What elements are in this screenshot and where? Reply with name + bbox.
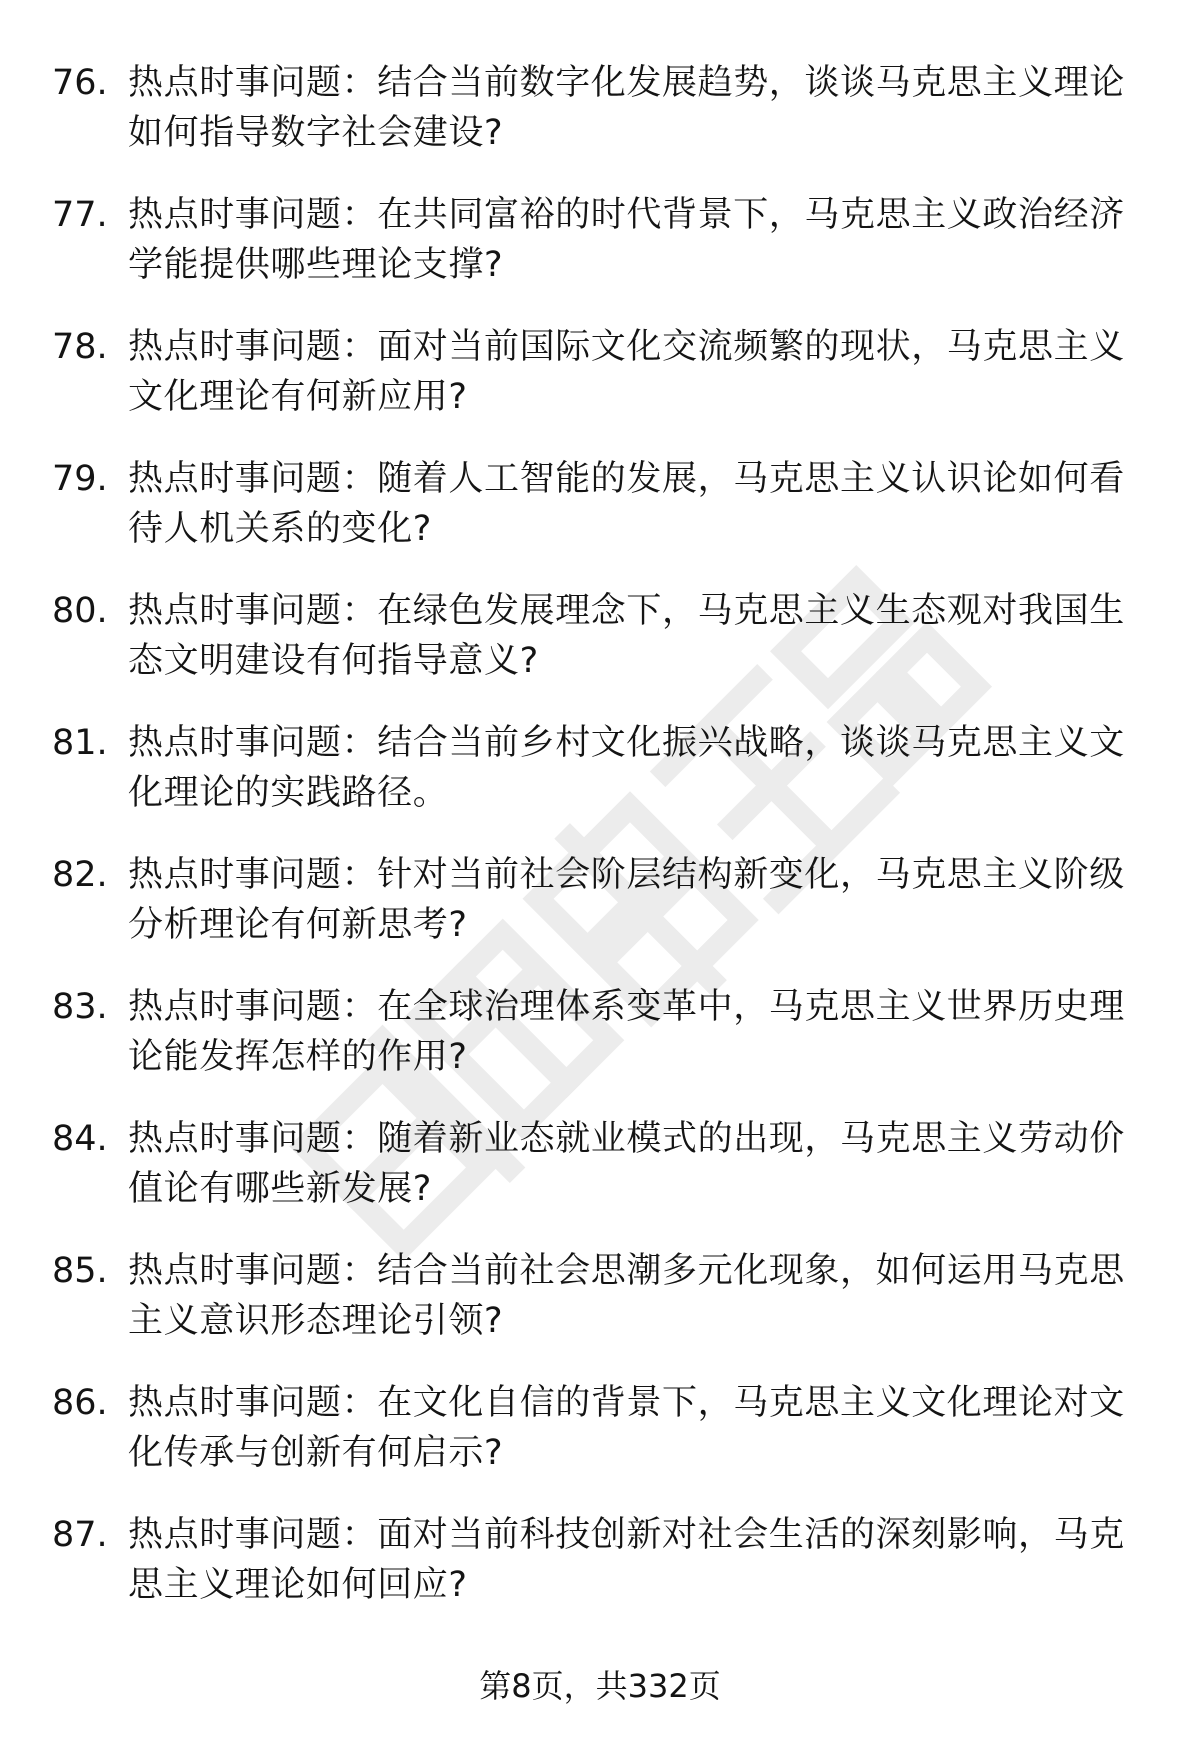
question-text: 热点时事问题：在绿色发展理念下，马克思主义生态观对我国生态文明建设有何指导意义? xyxy=(128,591,1125,681)
question-text: 热点时事问题：随着新业态就业模式的出现，马克思主义劳动价值论有哪些新发展? xyxy=(128,1119,1125,1209)
question-text: 热点时事问题：结合当前数字化发展趋势，谈谈马克思主义理论如何指导数字社会建设? xyxy=(128,63,1125,153)
page-number-label: 第8页，共332页 xyxy=(479,1667,721,1705)
question-number: 78. xyxy=(52,327,108,367)
question-item xyxy=(0,850,1200,982)
question-text: 热点时事问题：在共同富裕的时代背景下，马克思主义政治经济学能提供哪些理论支撑? xyxy=(128,195,1125,285)
question-item xyxy=(0,586,1200,718)
question-number: 76. xyxy=(52,63,108,103)
question-number: 83. xyxy=(52,987,108,1027)
question-item xyxy=(0,1246,1200,1378)
question-number: 84. xyxy=(52,1119,108,1159)
question-number: 81. xyxy=(52,723,108,763)
question-item xyxy=(0,982,1200,1114)
question-text: 热点时事问题：结合当前乡村文化振兴战略，谈谈马克思主义文化理论的实践路径。 xyxy=(128,723,1125,813)
question-number: 85. xyxy=(52,1251,108,1291)
question-text: 热点时事问题：面对当前科技创新对社会生活的深刻影响，马克思主义理论如何回应? xyxy=(128,1515,1125,1605)
question-text: 热点时事问题：针对当前社会阶层结构新变化，马克思主义阶级分析理论有何新思考? xyxy=(128,855,1125,945)
question-text: 热点时事问题：面对当前国际文化交流频繁的现状，马克思主义文化理论有何新应用? xyxy=(128,327,1125,417)
question-item xyxy=(0,1114,1200,1246)
question-item xyxy=(0,1510,1200,1642)
question-item xyxy=(0,718,1200,850)
question-number: 80. xyxy=(52,591,108,631)
question-item xyxy=(0,454,1200,586)
question-text: 热点时事问题：在文化自信的背景下，马克思主义文化理论对文化传承与创新有何启示? xyxy=(128,1383,1125,1473)
question-text: 热点时事问题：随着人工智能的发展，马克思主义认识论如何看待人机关系的变化? xyxy=(128,459,1125,549)
question-text: 热点时事问题：在全球治理体系变革中，马克思主义世界历史理论能发挥怎样的作用? xyxy=(128,987,1125,1077)
question-number: 79. xyxy=(52,459,108,499)
question-item xyxy=(0,322,1200,454)
question-number: 77. xyxy=(52,195,108,235)
question-text: 热点时事问题：结合当前社会思潮多元化现象，如何运用马克思主义意识形态理论引领? xyxy=(128,1251,1125,1341)
question-list xyxy=(0,58,1200,1642)
question-item xyxy=(0,58,1200,190)
question-item xyxy=(0,190,1200,322)
question-number: 82. xyxy=(52,855,108,895)
question-number: 87. xyxy=(52,1515,108,1555)
page-footer xyxy=(0,1664,1200,1708)
question-number: 86. xyxy=(52,1383,108,1423)
question-item xyxy=(0,1378,1200,1510)
